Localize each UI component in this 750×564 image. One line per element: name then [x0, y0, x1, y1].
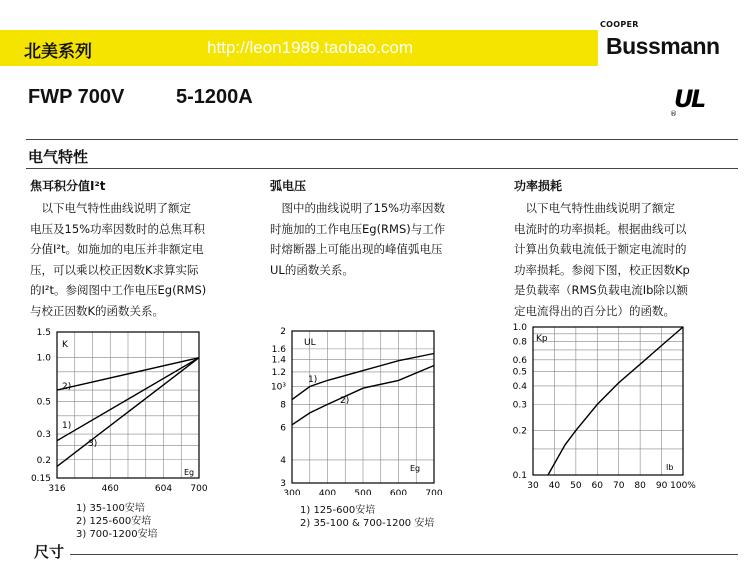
y-axis-label: K [62, 340, 68, 350]
paragraph-line: 的I²t。参阅图中工作电压Eg(RMS) [30, 283, 207, 297]
power-loss-paragraph [514, 198, 690, 321]
chart-power-loss [506, 322, 706, 494]
store-url[interactable]: http://leon1989.taobao.com [207, 38, 414, 57]
chart-arc-voltage [262, 325, 452, 495]
paragraph-line: 定电流得出的百分比）的函数。 [514, 303, 675, 318]
y-tick-label: 1.2 [271, 367, 286, 378]
paragraph-line: 图中的曲线说明了15%功率因数 [270, 201, 446, 215]
x-tick-label: 40 [548, 481, 561, 491]
brand-name: Bussmann [606, 33, 720, 59]
y-tick-label: 1.0 [512, 323, 527, 333]
paragraph-line: 以下电气特性曲线说明了额定 [514, 201, 675, 215]
series-label: 北美系列 [24, 42, 92, 62]
curve-label: 2) [62, 382, 72, 392]
paragraph-line: UL的函数关系。 [270, 262, 354, 277]
svg-text:U: U [674, 85, 694, 113]
y-tick-label: 1.4 [271, 355, 286, 366]
x-axis-label: Eg [184, 468, 195, 477]
y-tick-label: 0.6 [512, 355, 527, 366]
section-title-electrical: 电气特性 [28, 148, 89, 166]
legend-item: 1) 35-100安培 [76, 503, 145, 514]
chart-grid [533, 327, 683, 475]
y-tick-label: 1.6 [271, 344, 286, 355]
curve-label: 3) [88, 439, 98, 449]
x-tick-label: 50 [570, 481, 582, 491]
chart-grid [57, 332, 199, 478]
y-tick-label: 0.5 [512, 367, 527, 378]
x-tick-label: 460 [101, 484, 119, 494]
divider [26, 139, 738, 140]
chart-legend-arc-voltage [300, 504, 434, 530]
paragraph-line: 以下电气特性曲线说明了额定 [30, 201, 191, 215]
paragraph-line: 压，可以乘以校正因数K求算实际 [30, 262, 199, 277]
x-axis-label: Ib [666, 463, 674, 472]
plot-frame [533, 327, 683, 475]
chart-grid [292, 331, 434, 483]
ul-listed-icon [670, 80, 714, 118]
paragraph-line: 电压及15%功率因数时的总焦耳积 [30, 221, 206, 236]
y-tick-label: 0.1 [512, 471, 527, 481]
legend-item: 3) 700-1200安培 [76, 529, 158, 540]
divider [26, 168, 738, 169]
column-heading-i2t: 焦耳积分值I²t [30, 179, 106, 193]
x-tick-label: 500 [354, 489, 372, 495]
y-tick-label: 0.4 [512, 381, 527, 392]
svg-text:L: L [691, 85, 707, 113]
paragraph-line: 功率损耗。参阅下图，校正因数Kp [514, 262, 690, 277]
curve-label: 2) [340, 396, 350, 406]
x-tick-label: 300 [283, 489, 301, 495]
y-tick-label: 0.2 [36, 455, 51, 466]
x-axis-label: Eg [410, 464, 421, 473]
y-axis-label: UL [304, 338, 316, 348]
paragraph-line: 时熔断器上可能出现的峰值弧电压 [270, 242, 443, 256]
curve-label: 1) [62, 421, 72, 431]
y-tick-label: 0.3 [36, 430, 51, 441]
y-tick-label: 6 [280, 423, 286, 434]
y-tick-label: 3 [280, 479, 286, 489]
column-heading-power-loss: 功率损耗 [514, 179, 563, 193]
y-tick-label: 8 [280, 400, 286, 411]
ampere-range: 5-1200A [176, 86, 253, 108]
x-tick-label: 70 [612, 481, 625, 491]
paragraph-line: 计算出负载电流低于额定电流时的 [514, 242, 687, 256]
x-tick-label: 604 [154, 484, 173, 494]
legend-item: 1) 125-600安培 [300, 505, 376, 516]
column-heading-arc-voltage: 弧电压 [270, 179, 307, 193]
legend-item: 2) 35-100 & 700-1200 安培 [300, 518, 435, 529]
x-tick-label: 100% [670, 481, 696, 491]
chart-i2t-correction [20, 325, 220, 495]
x-tick-label: 60 [591, 481, 604, 491]
y-tick-label: 2 [280, 327, 286, 337]
chart-legend-i2t [76, 502, 158, 541]
x-tick-label: 400 [318, 489, 337, 495]
x-tick-label: 80 [634, 481, 646, 491]
series-line-1 [548, 327, 683, 475]
svg-text:®: ® [670, 110, 677, 118]
x-tick-label: 90 [655, 481, 668, 491]
i2t-paragraph [30, 198, 206, 321]
arc-voltage-paragraph [270, 198, 445, 280]
y-tick-label: 0.15 [30, 474, 51, 484]
y-tick-label: 0.3 [512, 400, 527, 411]
paragraph-line: 时施加的工作电压Eg(RMS)与工作 [270, 221, 446, 236]
y-tick-label: 1.0 [36, 353, 51, 364]
cooper-logo-text: COOPER [600, 20, 639, 29]
legend-item: 2) 125-600安培 [76, 516, 152, 527]
x-tick-label: 600 [389, 489, 408, 495]
divider [70, 554, 738, 555]
y-tick-label: 0.8 [512, 337, 527, 348]
x-tick-label: 700 [425, 489, 443, 495]
chart-series [548, 327, 683, 475]
curve-label: 1) [308, 375, 318, 385]
model-title: FWP 700V [28, 86, 125, 108]
paragraph-line: 是负载率（RMS负载电流Ib除以额 [514, 283, 688, 297]
y-tick-label: 0.2 [512, 426, 527, 437]
y-tick-label: 0.5 [36, 397, 51, 408]
y-axis-label: Kp [536, 334, 548, 344]
x-tick-label: 316 [48, 484, 66, 494]
paragraph-line: 与校正因数K的函数关系。 [30, 303, 165, 318]
y-tick-label: 4 [280, 455, 286, 466]
x-tick-label: 30 [527, 481, 539, 491]
section-title-dimensions: 尺寸 [34, 543, 65, 561]
paragraph-line: 分值I²t。如施加的电压并非额定电 [30, 242, 204, 256]
y-tick-label: 1.5 [36, 328, 51, 338]
y-tick-label: 10³ [270, 382, 286, 393]
paragraph-line: 电流时的功率损耗。根据曲线可以 [514, 221, 687, 236]
x-tick-label: 700 [190, 484, 208, 494]
